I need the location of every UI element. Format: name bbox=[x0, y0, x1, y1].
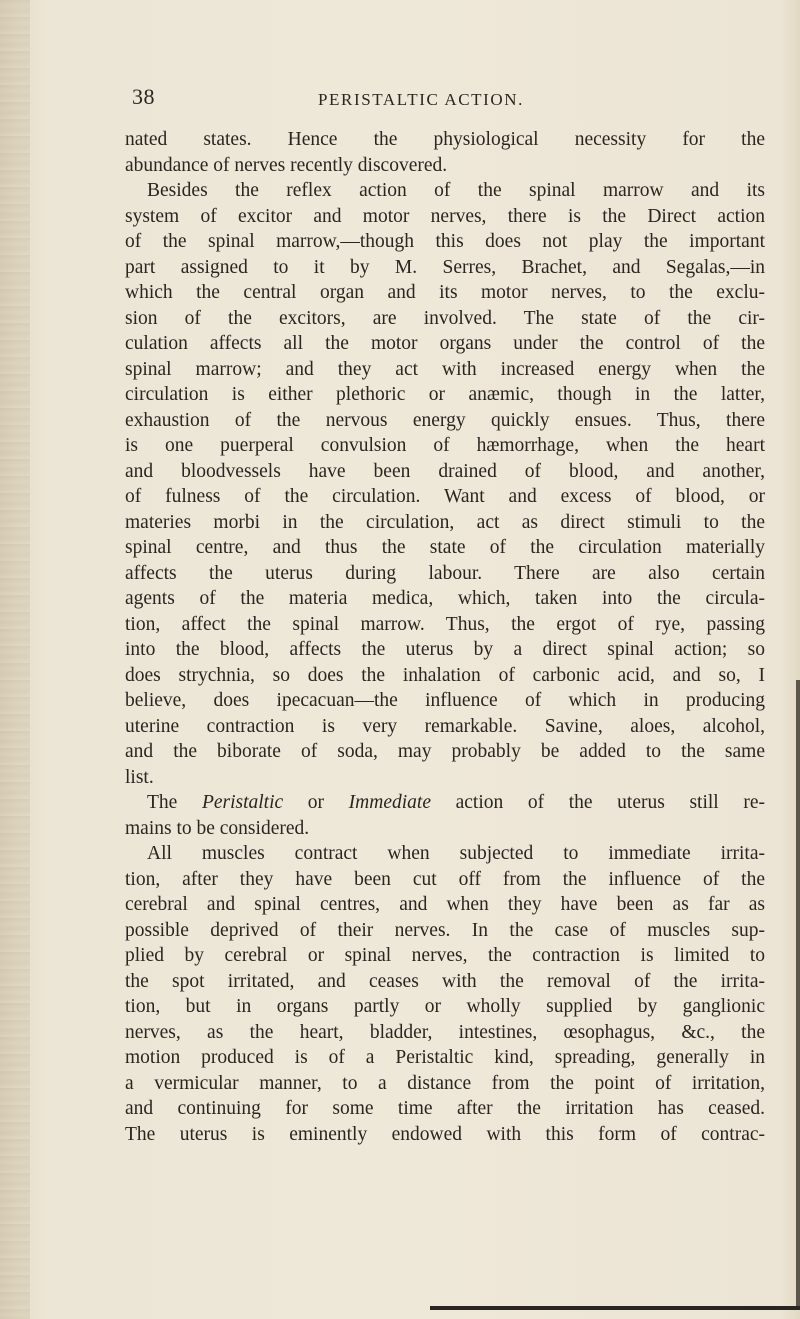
text-line: the spot irritated, and ceases with the removal of the irrita- bbox=[125, 970, 765, 992]
text-line: The Peristaltic or Immediate action of the uterus still re- bbox=[147, 792, 765, 813]
body-text bbox=[125, 127, 765, 1147]
text-line: is one puerperal convulsion of hæmorrhage, when the heart bbox=[125, 435, 765, 456]
text-line: abundance of nerves recently discovered. bbox=[125, 154, 448, 176]
text-line: into the blood, affects the uterus by a direct spinal action; so bbox=[125, 639, 765, 660]
text-line: circulation is either plethoric or anæmic, though in the latter, bbox=[125, 384, 765, 405]
text-line: nated states. Hence the physiological necessity for the bbox=[125, 129, 765, 150]
text-line: cerebral and spinal centres, and when they have been as far as bbox=[125, 894, 765, 915]
text-line: exhaustion of the nervous energy quickly ensues. Thus, there bbox=[125, 409, 765, 431]
text-line: All muscles contract when subjected to immediate irrita- bbox=[147, 843, 765, 864]
text-line: The uterus is eminently endowed with this form of contrac- bbox=[125, 1123, 765, 1145]
text-line: part assigned to it by M. Serres, Brachet, and Segalas,—in bbox=[125, 256, 765, 278]
text-line: tion, affect the spinal marrow. Thus, the ergot of rye, passing bbox=[125, 613, 765, 635]
text-line: of fulness of the circulation. Want and excess of blood, or bbox=[125, 486, 765, 507]
page-number: 38 bbox=[132, 84, 155, 109]
text-line: of the spinal marrow,—though this does not play the important bbox=[125, 231, 765, 252]
text-line: tion, but in organs partly or wholly supplied by ganglionic bbox=[125, 996, 765, 1017]
text-line: system of excitor and motor nerves, there is the Direct action bbox=[125, 205, 765, 227]
text-line: and the biborate of soda, may probably be added to the same bbox=[125, 741, 765, 762]
text-line: plied by cerebral or spinal nerves, the contraction is limited to bbox=[125, 945, 765, 966]
text-line: spinal centre, and thus the state of the circulation materially bbox=[125, 537, 765, 558]
text-line: tion, after they have been cut off from the influence of the bbox=[125, 868, 765, 890]
text-line: spinal marrow; and they act with increased energy when the bbox=[125, 358, 765, 380]
page-binding-shadow bbox=[0, 0, 30, 1319]
text-line: uterine contraction is very remarkable. Savine, aloes, alcohol, bbox=[125, 715, 765, 737]
page-edge-shadow bbox=[796, 680, 800, 1310]
text-line: Besides the reflex action of the spinal marrow and its bbox=[147, 180, 765, 201]
text-line: mains to be considered. bbox=[125, 817, 310, 839]
text-line: materies morbi in the circulation, act as direct stimuli to the bbox=[125, 511, 765, 533]
text-line: sion of the excitors, are involved. The state of the cir- bbox=[125, 307, 765, 329]
text-line: which the central organ and its motor nerves, to the exclu- bbox=[125, 282, 765, 303]
text-line: a vermicular manner, to a distance from the point of irritation, bbox=[125, 1072, 765, 1094]
text-line: possible deprived of their nerves. In the case of muscles sup- bbox=[125, 919, 765, 941]
text-line: does strychnia, so does the inhalation of carbonic acid, and so, I bbox=[125, 664, 765, 686]
text-line: list. bbox=[125, 766, 154, 788]
text-line: and continuing for some time after the irritation has ceased. bbox=[125, 1098, 765, 1119]
running-head: PERISTALTIC ACTION. bbox=[318, 90, 524, 109]
text-line: culation affects all the motor organs under the control of the bbox=[125, 333, 765, 354]
text-line: believe, does ipecacuan—the influence of which in producing bbox=[125, 690, 765, 711]
text-line: and bloodvessels have been drained of blood, and another, bbox=[125, 460, 765, 482]
text-line: nerves, as the heart, bladder, intestines, œsophagus, &c., the bbox=[125, 1021, 765, 1043]
bottom-edge-rule bbox=[430, 1306, 800, 1310]
text-line: affects the uterus during labour. There are also certain bbox=[125, 562, 765, 584]
text-line: agents of the materia medica, which, taken into the circula- bbox=[125, 588, 765, 609]
text-line: motion produced is of a Peristaltic kind, spreading, generally in bbox=[125, 1047, 765, 1068]
